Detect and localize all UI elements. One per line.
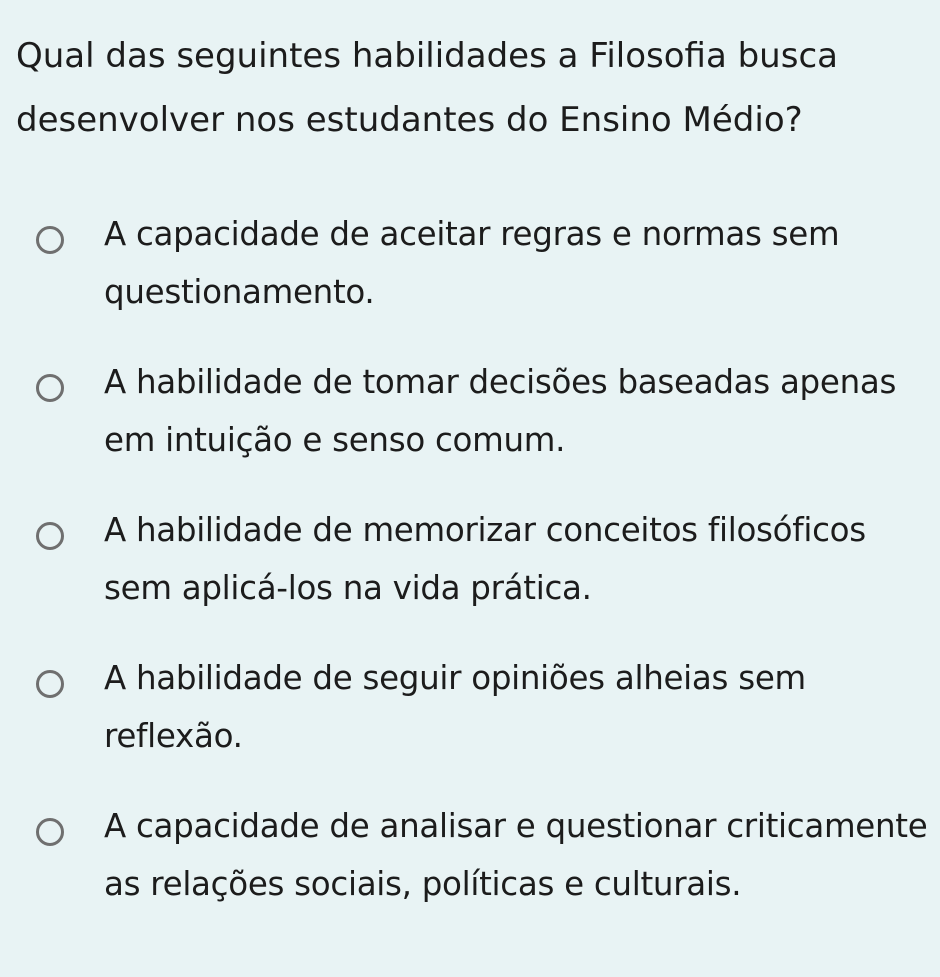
- option-3[interactable]: [0, 501, 940, 649]
- option-5-label: A capacidade de analisar e questionar criticamente as relações sociais, políticas e culturais.: [104, 807, 928, 903]
- radio-unchecked-icon[interactable]: [36, 374, 64, 402]
- option-2-label: A habilidade de tomar decisões baseadas apenas em intuição e senso comum.: [104, 363, 897, 459]
- radio-unchecked-icon[interactable]: [36, 522, 64, 550]
- option-4-label: A habilidade de seguir opiniões alheias sem reflexão.: [104, 659, 806, 755]
- option-3-label: A habilidade de memorizar conceitos filosóficos sem aplicá-los na vida prática.: [104, 511, 866, 607]
- radio-unchecked-icon[interactable]: [36, 226, 64, 254]
- option-2[interactable]: [0, 353, 940, 501]
- radio-unchecked-icon[interactable]: [36, 670, 64, 698]
- radio-unchecked-icon[interactable]: [36, 818, 64, 846]
- option-1-label: A capacidade de aceitar regras e normas sem questionamento.: [104, 215, 840, 311]
- option-4[interactable]: [0, 649, 940, 797]
- answer-options: [0, 205, 940, 977]
- option-5[interactable]: [0, 797, 940, 977]
- question-text: Qual das seguintes habilidades a Filosofia busca desenvolver nos estudantes do Ensino Médio?: [16, 36, 838, 140]
- option-1[interactable]: [0, 205, 940, 353]
